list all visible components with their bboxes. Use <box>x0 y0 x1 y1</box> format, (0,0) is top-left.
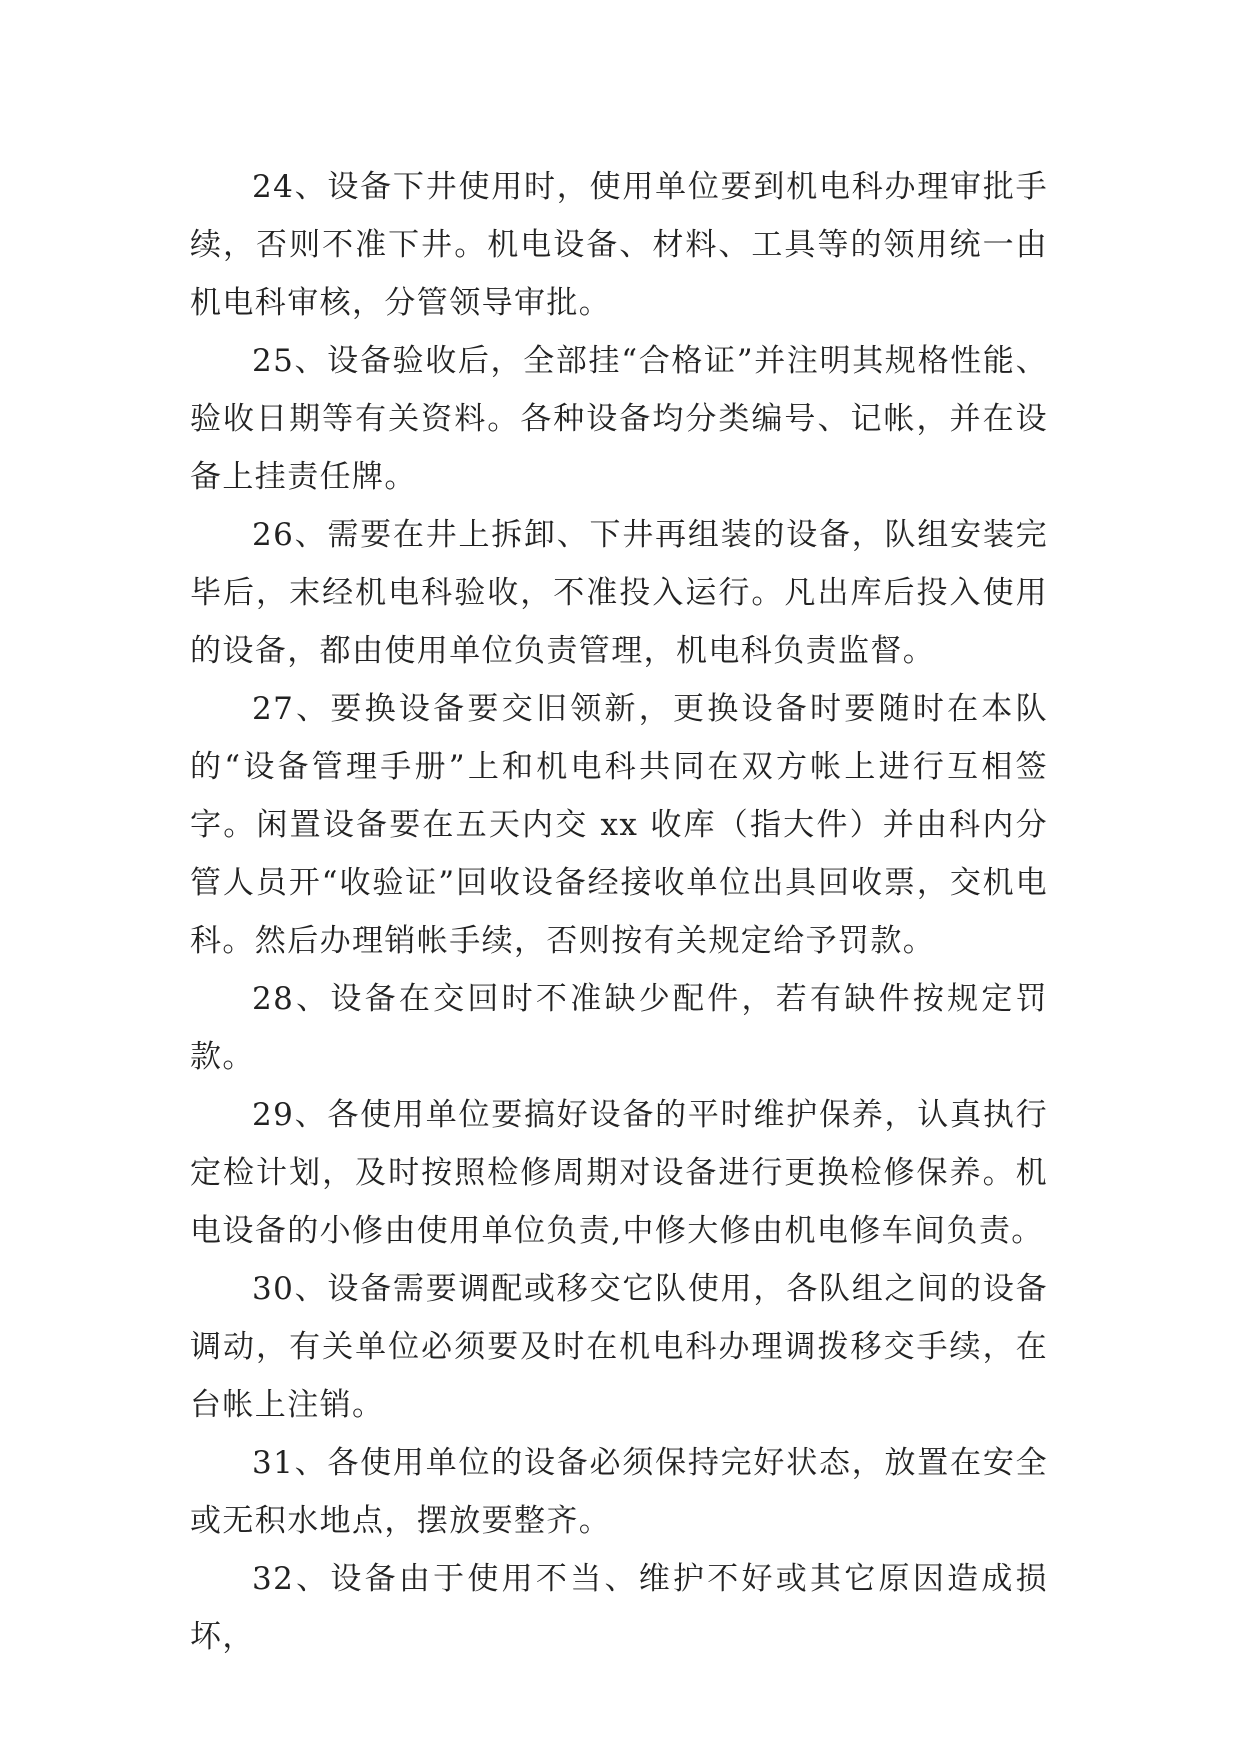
paragraph-28: 28、设备在交回时不准缺少配件，若有缺件按规定罚款。 <box>190 981 1048 1075</box>
paragraph-26: 26、需要在井上拆卸、下井再组装的设备，队组安装完毕后，末经机电科验收，不准投入运行。凡出库后投入使用的设备，都由使用单位负责管理，机电科负责监督。 <box>190 517 1048 669</box>
paragraph-32: 32、设备由于使用不当、维护不好或其它原因造成损坏， <box>190 1561 1048 1655</box>
paragraph-25: 25、设备验收后，全部挂“合格证”并注明其规格性能、验收日期等有关资料。各种设备均分类编号、记帐，并在设备上挂责任牌。 <box>190 343 1048 495</box>
paragraph-27: 27、要换设备要交旧领新，更换设备时要随时在本队的“设备管理手册”上和机电科共同在双方帐上进行互相签字。闲置设备要在五天内交 xx 收库（指大件）并由科内分管人员开“收验证”回收设备经接收单位出具回收票，交机电科。然后办理销帐手续，否则按有关规定给予罚款。 <box>190 691 1048 959</box>
document-body <box>190 158 1048 1666</box>
paragraph-31: 31、各使用单位的设备必须保持完好状态，放置在安全或无积水地点，摆放要整齐。 <box>190 1445 1048 1539</box>
paragraph-30: 30、设备需要调配或移交它队使用，各队组之间的设备调动，有关单位必须要及时在机电科办理调拨移交手续，在台帐上注销。 <box>190 1271 1048 1423</box>
paragraph-29: 29、各使用单位要搞好设备的平时维护保养，认真执行定检计划，及时按照检修周期对设备进行更换检修保养。机电设备的小修由使用单位负责,中修大修由机电修车间负责。 <box>190 1097 1048 1249</box>
paragraph-24: 24、设备下井使用时，使用单位要到机电科办理审批手续，否则不准下井。机电设备、材料、工具等的领用统一由机电科审核，分管领导审批。 <box>190 169 1048 321</box>
